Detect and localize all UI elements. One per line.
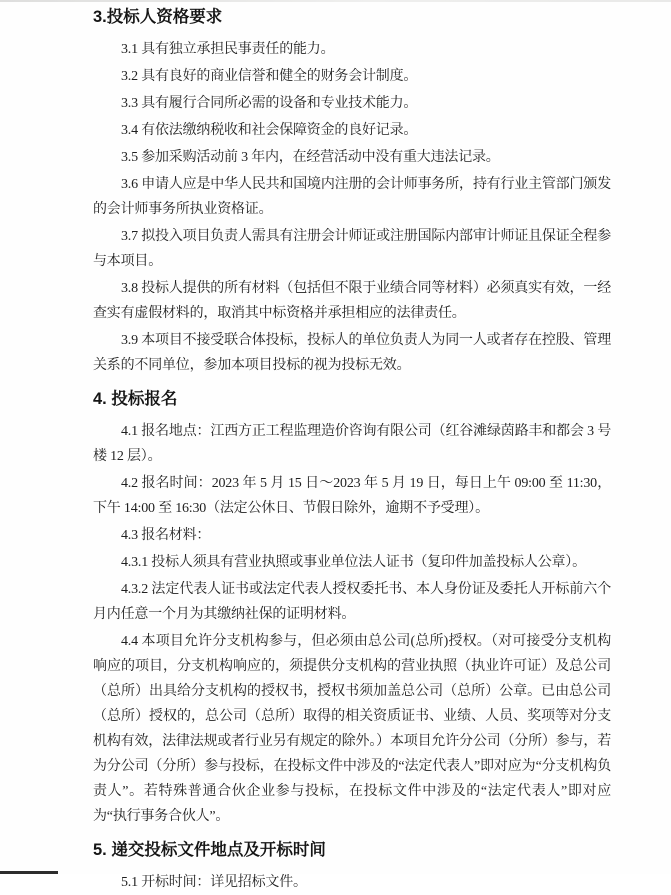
clause-3-1: 3.1 具有独立承担民事责任的能力。 xyxy=(121,42,335,57)
clause-3-9: 3.9 本项目不接受联合体投标，投标人的单位负责人为同一人或者存在控股、管理关系的不同单位，参加本项目投标的视为投标无效。 xyxy=(93,333,611,373)
clause-4-3: 4.3 报名材料： xyxy=(121,528,211,543)
clause-3-3: 3.3 具有履行合同所必需的设备和专业技术能力。 xyxy=(121,96,418,111)
section-heading-submission-and-opening: 5. 递交投标文件地点及开标时间 xyxy=(93,841,326,859)
clause-4-2: 4.2 报名时间：2023 年 5 月 15 日～2023 年 5 月 19 日，每日上午 09:00 至 11:30，下午 14:00 至 16:30（法定公休日、节假日除外，逾期不予受理）。 xyxy=(93,476,611,516)
clause-3-4: 3.4 有依法缴纳税收和社会保障资金的良好记录。 xyxy=(121,123,418,138)
clause-4-3-1: 4.3.1 投标人须具有营业执照或事业单位法人证书（复印件加盖投标人公章）。 xyxy=(121,555,586,570)
section-heading-bidder-qualifications: 3.投标人资格要求 xyxy=(93,8,223,26)
clause-4-4: 4.4 本项目允许分支机构参与，但必须由总公司(总所)授权。（对可接受分支机构响应的项目，分支机构响应的，须提供分支机构的营业执照（执业许可证）及总公司（总所）出具给分支机构的授权书，授权书须加盖总公司（总所）公章。已由总公司（总所）授权的，总公司（总所）取得的相关资质证书、业绩、人员、奖项等对分支机构有效，法律法规或者行业另有规定的除外。）本项目允许分公司（分所）参与，若为分公司（分所）参与投标，在投标文件中涉及的“法定代表人”即对应为“分支机构负责人”。若特殊普通合伙企业参与投标，在投标文件中涉及的“法定代表人”即对应为“执行事务合伙人”。 xyxy=(93,634,611,824)
clause-3-2: 3.2 具有良好的商业信誉和健全的财务会计制度。 xyxy=(121,69,418,84)
clause-3-8: 3.8 投标人提供的所有材料（包括但不限于业绩合同等材料）必须真实有效，一经查实有虚假材料的，取消其中标资格并承担相应的法律责任。 xyxy=(93,281,611,321)
clause-3-5: 3.5 参加采购活动前 3 年内，在经营活动中没有重大违法记录。 xyxy=(121,150,500,165)
clause-4-1: 4.1 报名地点：江西方正工程监理造价咨询有限公司（红谷滩绿茵路丰和都会 3 号楼 12 层）。 xyxy=(93,424,611,464)
clause-4-3-2: 4.3.2 法定代表人证书或法定代表人授权委托书、本人身份证及委托人开标前六个月内任意一个月为其缴纳社保的证明材料。 xyxy=(93,582,611,622)
section-heading-bid-registration: 4. 投标报名 xyxy=(93,390,178,408)
clause-3-6: 3.6 申请人应是中华人民共和国境内注册的会计师事务所，持有行业主管部门颁发的会计师事务所执业资格证。 xyxy=(93,177,611,217)
clause-5-1: 5.1 开标时间：详见招标文件。 xyxy=(121,875,307,890)
clause-3-7: 3.7 拟投入项目负责人需具有注册会计师证或注册国际内部审计师证且保证全程参与本项目。 xyxy=(93,229,611,269)
scan-edge-artifact-top xyxy=(0,0,671,2)
scan-edge-artifact-bottom xyxy=(0,871,58,874)
